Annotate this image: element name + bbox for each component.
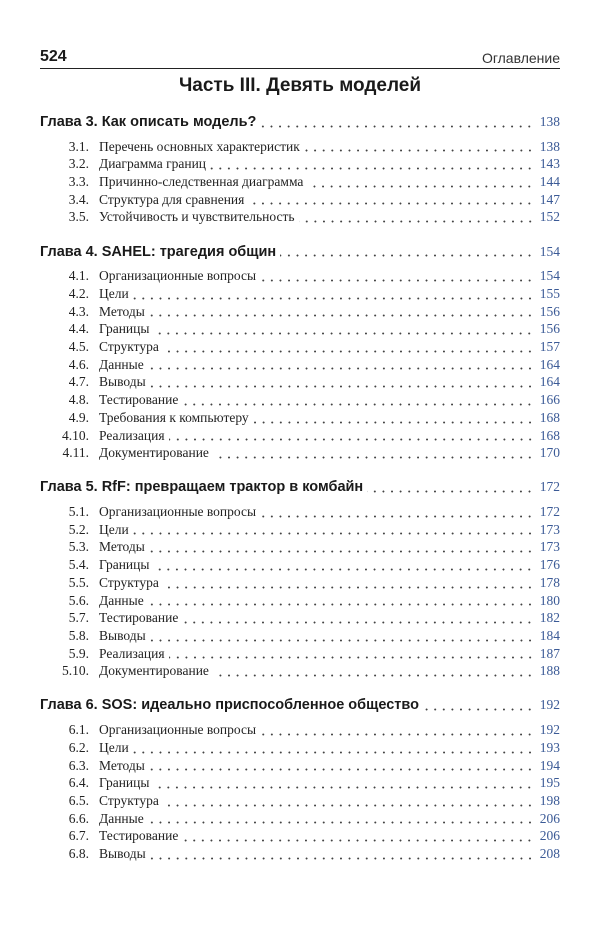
- dot-leader: [213, 449, 534, 459]
- section-title: Цели: [99, 286, 129, 301]
- section-page-link[interactable]: 168: [539, 409, 560, 425]
- section-title: Организационные вопросы: [99, 268, 257, 284]
- toc-section-entry[interactable]: [40, 846, 560, 864]
- section-page-link[interactable]: 206: [539, 828, 560, 844]
- section-title: Документирование: [99, 445, 209, 461]
- section-number: 6.7.: [68, 828, 89, 844]
- dot-leader: [133, 744, 534, 754]
- section-number: 5.6.: [68, 592, 89, 608]
- section-title: Устойчивость и чувствительность: [99, 209, 295, 225]
- section-title: Методы: [99, 303, 145, 319]
- dot-leader: [260, 272, 534, 282]
- dot-leader: [182, 832, 534, 842]
- section-page-link[interactable]: 192: [539, 722, 560, 738]
- section-page-link[interactable]: 178: [539, 574, 560, 590]
- chapter-title: Глава 3. Как описать модель?: [40, 114, 257, 130]
- section-number: 3.2.: [68, 156, 89, 172]
- toc-section-entry[interactable]: [40, 392, 560, 410]
- section-page-link[interactable]: 138: [539, 138, 560, 154]
- section-page-link[interactable]: 156: [539, 303, 560, 319]
- table-of-contents: [40, 114, 560, 864]
- toc-chapter-entry[interactable]: [40, 697, 560, 715]
- toc-section-entry[interactable]: [40, 339, 560, 357]
- section-number: 3.3.: [68, 174, 89, 190]
- dot-leader: [163, 343, 534, 353]
- section-title: Требования к компьютеру: [99, 409, 249, 425]
- section-page-link[interactable]: 168: [539, 427, 560, 443]
- section-page-link[interactable]: 182: [539, 610, 560, 626]
- section-number: 4.9.: [68, 409, 89, 425]
- section-number: 6.6.: [68, 810, 89, 826]
- dot-leader: [150, 850, 534, 860]
- section-number: 3.4.: [68, 191, 89, 207]
- part-title: Часть III. Девять моделей: [178, 75, 422, 96]
- toc-section-entry[interactable]: [40, 209, 560, 227]
- toc-section-entry[interactable]: [40, 410, 560, 428]
- dot-leader: [169, 649, 534, 659]
- toc-section-entry[interactable]: [40, 156, 560, 174]
- section-title: Цели: [99, 521, 129, 537]
- toc-section-entry[interactable]: [40, 663, 560, 681]
- section-page-link[interactable]: 193: [539, 739, 560, 755]
- section-page-link[interactable]: 170: [539, 445, 560, 461]
- section-page-link[interactable]: 173: [539, 539, 560, 555]
- section-number: 5.7.: [68, 610, 89, 626]
- section-number: 6.2.: [68, 739, 89, 755]
- section-title: Документирование: [99, 663, 209, 679]
- section-number: 6.8.: [68, 845, 89, 861]
- toc-section-entry[interactable]: [40, 304, 560, 322]
- section-page-link[interactable]: 188: [539, 663, 560, 679]
- section-title: Данные: [99, 810, 144, 826]
- section-title: Границы: [99, 557, 150, 573]
- toc-chapter-entry[interactable]: [40, 244, 560, 262]
- dot-leader: [133, 290, 534, 300]
- section-title: Структура: [99, 339, 159, 355]
- toc-section-entry[interactable]: [40, 793, 560, 811]
- section-title: Причинно-следственная диаграмма: [99, 174, 304, 190]
- toc-section-entry[interactable]: [40, 593, 560, 611]
- toc-chapter-entry[interactable]: [40, 479, 560, 497]
- dot-leader: [423, 701, 534, 711]
- toc-section-entry[interactable]: [40, 828, 560, 846]
- dot-leader: [149, 307, 534, 317]
- section-page-link[interactable]: 198: [539, 792, 560, 808]
- section-title: Выводы: [99, 845, 146, 861]
- toc-section-entry[interactable]: [40, 428, 560, 446]
- dot-leader: [299, 213, 535, 223]
- section-page-link[interactable]: 144: [539, 174, 560, 190]
- dot-leader: [149, 543, 534, 553]
- section-number: 4.6.: [68, 356, 89, 372]
- toc-section-entry[interactable]: [40, 268, 560, 286]
- dot-leader: [260, 118, 534, 128]
- section-title: Тестирование: [99, 392, 179, 408]
- section-title: Перечень основных характеристик: [99, 138, 300, 154]
- section-page-link[interactable]: 152: [539, 209, 560, 225]
- section-number: 4.4.: [68, 321, 89, 337]
- section-number: 5.4.: [68, 557, 89, 573]
- section-page-link[interactable]: 184: [539, 627, 560, 643]
- section-title: Цели: [99, 739, 129, 755]
- toc-section-entry[interactable]: [40, 539, 560, 557]
- dot-leader: [148, 814, 534, 824]
- section-number: 6.5.: [68, 792, 89, 808]
- section-page-link[interactable]: 155: [539, 286, 560, 301]
- section-title: Выводы: [99, 627, 146, 643]
- toc-section-entry[interactable]: [40, 646, 560, 664]
- toc-section-entry[interactable]: [40, 192, 560, 210]
- section-page-link[interactable]: 208: [539, 845, 560, 861]
- section-page-link[interactable]: 164: [539, 356, 560, 372]
- section-page-link[interactable]: 154: [539, 268, 560, 284]
- chapter-title: Глава 6. SOS: идеально приспособленное общество: [40, 697, 419, 714]
- toc-chapter-entry[interactable]: [40, 114, 560, 132]
- toc-section-entry[interactable]: [40, 286, 560, 304]
- toc-section-entry[interactable]: [40, 610, 560, 628]
- page-header: [40, 48, 560, 69]
- section-number: 5.3.: [68, 539, 89, 555]
- dot-leader: [307, 178, 534, 188]
- chapter-title: Глава 4. SAHEL: трагедия общин: [40, 243, 277, 260]
- chapter-page-link[interactable]: 138: [539, 114, 560, 129]
- section-number: 5.9.: [68, 645, 89, 661]
- section-number: 6.3.: [68, 757, 89, 773]
- dot-leader: [153, 779, 534, 789]
- dot-leader: [280, 247, 534, 257]
- section-page-link[interactable]: 180: [539, 592, 560, 608]
- section-number: 4.2.: [68, 286, 89, 301]
- section-page-link[interactable]: 147: [539, 191, 560, 207]
- dot-leader: [150, 378, 534, 388]
- section-title: Выводы: [99, 374, 146, 390]
- dot-leader: [213, 667, 534, 677]
- section-number: 4.1.: [68, 268, 89, 284]
- dot-leader: [248, 195, 534, 205]
- dot-leader: [210, 160, 534, 170]
- section-number: 4.10.: [62, 427, 89, 443]
- section-title: Тестирование: [99, 828, 179, 844]
- toc-section-entry[interactable]: [40, 174, 560, 192]
- dot-leader: [148, 360, 534, 370]
- dot-leader: [260, 726, 534, 736]
- dot-leader: [367, 483, 534, 493]
- section-number: 5.8.: [68, 627, 89, 643]
- section-number: 3.5.: [68, 209, 89, 225]
- toc-section-entry[interactable]: [40, 722, 560, 740]
- section-title: Структура для сравнения: [99, 191, 245, 207]
- section-number: 4.11.: [62, 445, 89, 461]
- section-title: Данные: [99, 592, 144, 608]
- section-page-link[interactable]: 172: [539, 504, 560, 520]
- section-title: Реализация: [99, 427, 165, 443]
- section-number: 5.2.: [68, 521, 89, 537]
- toc-section-entry[interactable]: [40, 811, 560, 829]
- section-title: Организационные вопросы: [99, 722, 257, 738]
- toc-section-entry[interactable]: [40, 575, 560, 593]
- section-title: Тестирование: [99, 610, 179, 626]
- dot-leader: [260, 508, 534, 518]
- section-title: Структура: [99, 792, 159, 808]
- toc-section-entry[interactable]: [40, 374, 560, 392]
- section-title: Границы: [99, 321, 150, 337]
- dot-leader: [149, 761, 534, 771]
- section-page-link[interactable]: 173: [539, 521, 560, 537]
- section-page-link[interactable]: 176: [539, 557, 560, 573]
- dot-leader: [153, 561, 534, 571]
- dot-leader: [163, 579, 534, 589]
- section-title: Структура: [99, 574, 159, 590]
- toc-section-entry[interactable]: [40, 522, 560, 540]
- dot-leader: [153, 325, 534, 335]
- dot-leader: [182, 396, 534, 406]
- dot-leader: [150, 632, 534, 642]
- section-number: 4.5.: [68, 339, 89, 355]
- toc-section-entry[interactable]: [40, 357, 560, 375]
- chapter-page-link[interactable]: 172: [539, 479, 560, 495]
- dot-leader: [182, 614, 534, 624]
- toc-section-entry[interactable]: [40, 740, 560, 758]
- chapter-page-link[interactable]: 192: [539, 697, 560, 713]
- section-title: Методы: [99, 757, 145, 773]
- section-number: 4.3.: [68, 303, 89, 319]
- section-title: Диаграмма границ: [99, 156, 207, 172]
- section-page-link[interactable]: 143: [539, 156, 560, 172]
- toc-section-entry[interactable]: [40, 557, 560, 575]
- toc-section-entry[interactable]: [40, 628, 560, 646]
- section-page-link[interactable]: 195: [539, 775, 560, 791]
- section-number: 6.4.: [68, 775, 89, 791]
- dot-leader: [148, 596, 534, 606]
- section-page-link[interactable]: 194: [539, 757, 560, 773]
- toc-section-entry[interactable]: [40, 321, 560, 339]
- chapter-page-link[interactable]: 154: [539, 243, 560, 259]
- toc-section-entry[interactable]: [40, 139, 560, 157]
- dot-leader: [304, 142, 534, 152]
- section-title: Реализация: [99, 645, 165, 661]
- section-page-link[interactable]: 164: [539, 374, 560, 390]
- toc-section-entry[interactable]: [40, 758, 560, 776]
- section-number: 6.1.: [68, 722, 89, 738]
- section-title: Методы: [99, 539, 145, 555]
- toc-section-entry[interactable]: [40, 504, 560, 522]
- dot-leader: [169, 431, 534, 441]
- section-number: 4.8.: [68, 392, 89, 408]
- section-page-link[interactable]: 157: [539, 339, 560, 355]
- toc-section-entry[interactable]: [40, 775, 560, 793]
- section-page-link[interactable]: 206: [539, 810, 560, 826]
- page-number: 524: [40, 48, 67, 65]
- section-number: 4.7.: [68, 374, 89, 390]
- dot-leader: [253, 414, 534, 424]
- running-head: Оглавление: [481, 50, 560, 66]
- dot-leader: [163, 797, 534, 807]
- section-page-link[interactable]: 156: [539, 321, 560, 337]
- section-title: Границы: [99, 775, 150, 791]
- chapter-title: Глава 5. RfF: превращаем трактор в комбайн: [40, 479, 364, 496]
- section-number: 3.1.: [68, 138, 89, 154]
- dot-leader: [133, 525, 534, 535]
- section-number: 5.1.: [68, 504, 89, 520]
- section-title: Организационные вопросы: [99, 504, 257, 520]
- section-page-link[interactable]: 187: [539, 645, 560, 661]
- section-page-link[interactable]: 166: [539, 392, 560, 408]
- section-number: 5.5.: [68, 574, 89, 590]
- toc-section-entry[interactable]: [40, 445, 560, 463]
- section-title: Данные: [99, 356, 144, 372]
- section-number: 5.10.: [62, 663, 89, 679]
